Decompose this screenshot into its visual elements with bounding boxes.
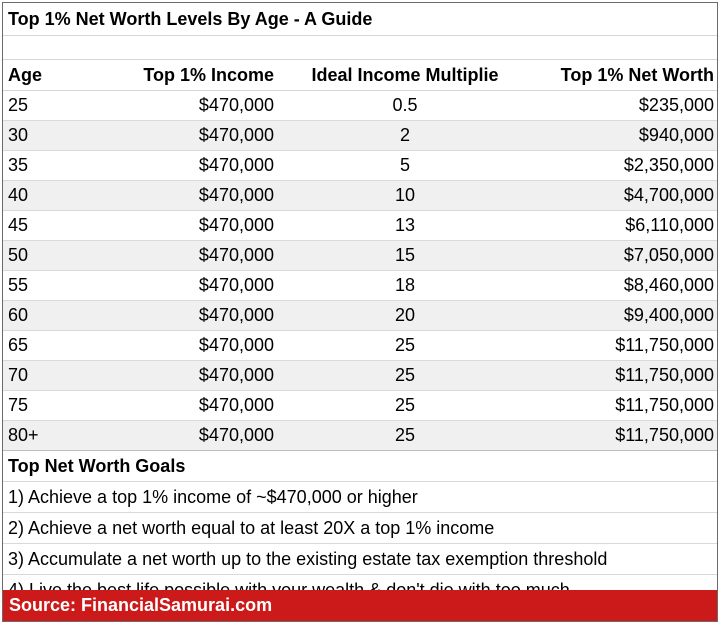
income-cell: $470,000 (106, 421, 277, 451)
column-header-age: Age (3, 60, 106, 91)
income-cell: $470,000 (106, 361, 277, 391)
net-worth-cell: $7,050,000 (533, 241, 717, 271)
income-cell: $470,000 (106, 211, 277, 241)
column-header-multiplier: Ideal Income Multiplie (277, 60, 533, 91)
income-cell: $470,000 (106, 91, 277, 121)
age-cell: 50 (3, 241, 106, 271)
multiplier-cell: 25 (277, 421, 533, 451)
multiplier-cell: 25 (277, 361, 533, 391)
table-row (3, 211, 717, 241)
table-row (3, 301, 717, 331)
sheet-title: Top 1% Net Worth Levels By Age - A Guide (3, 3, 717, 36)
net-worth-cell: $4,700,000 (533, 181, 717, 211)
multiplier-cell: 2 (277, 121, 533, 151)
net-worth-cell: $11,750,000 (533, 421, 717, 451)
age-cell: 60 (3, 301, 106, 331)
age-cell: 75 (3, 391, 106, 421)
net-worth-cell: $235,000 (533, 91, 717, 121)
net-worth-sheet (2, 2, 718, 622)
age-cell: 35 (3, 151, 106, 181)
net-worth-cell: $6,110,000 (533, 211, 717, 241)
age-cell: 45 (3, 211, 106, 241)
net-worth-table (3, 60, 717, 450)
net-worth-cell: $8,460,000 (533, 271, 717, 301)
income-cell: $470,000 (106, 271, 277, 301)
age-cell: 55 (3, 271, 106, 301)
table-row (3, 181, 717, 211)
table-row (3, 421, 717, 451)
income-cell: $470,000 (106, 121, 277, 151)
net-worth-cell: $11,750,000 (533, 391, 717, 421)
multiplier-cell: 25 (277, 331, 533, 361)
income-cell: $470,000 (106, 151, 277, 181)
table-row (3, 121, 717, 151)
table-body (3, 91, 717, 451)
multiplier-cell: 10 (277, 181, 533, 211)
multiplier-cell: 18 (277, 271, 533, 301)
goal-item: 1) Achieve a top 1% income of ~$470,000 or higher (3, 481, 717, 512)
net-worth-cell: $940,000 (533, 121, 717, 151)
age-cell: 30 (3, 121, 106, 151)
column-header-net-worth: Top 1% Net Worth (533, 60, 717, 91)
multiplier-cell: 15 (277, 241, 533, 271)
table-row (3, 91, 717, 121)
table-row (3, 271, 717, 301)
goal-item: 2) Achieve a net worth equal to at least 20X a top 1% income (3, 512, 717, 543)
blank-row (3, 36, 717, 60)
age-cell: 80+ (3, 421, 106, 451)
column-header-income: Top 1% Income (106, 60, 277, 91)
multiplier-cell: 0.5 (277, 91, 533, 121)
table-row (3, 241, 717, 271)
income-cell: $470,000 (106, 331, 277, 361)
source-banner: Source: FinancialSamurai.com (3, 590, 717, 621)
multiplier-cell: 25 (277, 391, 533, 421)
multiplier-cell: 20 (277, 301, 533, 331)
age-cell: 65 (3, 331, 106, 361)
net-worth-cell: $9,400,000 (533, 301, 717, 331)
income-cell: $470,000 (106, 241, 277, 271)
net-worth-cell: $11,750,000 (533, 361, 717, 391)
table-row (3, 151, 717, 181)
table-row (3, 331, 717, 361)
table-row (3, 391, 717, 421)
multiplier-cell: 5 (277, 151, 533, 181)
goal-item: 3) Accumulate a net worth up to the existing estate tax exemption threshold (3, 543, 717, 574)
multiplier-cell: 13 (277, 211, 533, 241)
table-row (3, 361, 717, 391)
net-worth-cell: $2,350,000 (533, 151, 717, 181)
age-cell: 25 (3, 91, 106, 121)
header-row (3, 60, 717, 91)
age-cell: 70 (3, 361, 106, 391)
age-cell: 40 (3, 181, 106, 211)
net-worth-cell: $11,750,000 (533, 331, 717, 361)
goals-section (3, 450, 717, 605)
income-cell: $470,000 (106, 181, 277, 211)
income-cell: $470,000 (106, 301, 277, 331)
goals-title: Top Net Worth Goals (8, 456, 186, 476)
income-cell: $470,000 (106, 391, 277, 421)
